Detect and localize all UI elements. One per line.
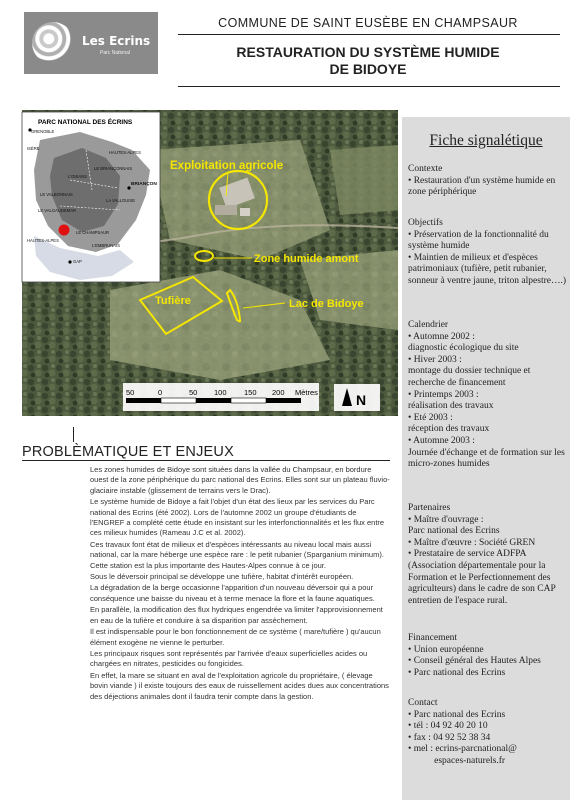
section-item: espaces-naturels.fr	[408, 755, 506, 766]
scale-tick-200: 200	[272, 388, 285, 397]
section-item: • Automne 2003 :	[408, 435, 475, 446]
section-item: montage du dossier technique et recherche de financement	[408, 366, 531, 388]
partenaires-section	[408, 503, 566, 607]
section-item: • Parc national des Ecrins	[408, 667, 506, 678]
site-location-marker	[59, 225, 70, 236]
section-marker	[73, 427, 74, 442]
section-item: • Maître d'œuvre : Société GREN	[408, 537, 536, 548]
scale-tick-150: 150	[244, 388, 257, 397]
section-item: • Conseil général des Hautes Alpes	[408, 656, 541, 667]
calendrier-section	[408, 320, 566, 471]
paragraph: La dégradation de la berge occasionne l'apparition d'un nouveau déversoir qui a pour conséquence une baisse du niveau et à terme menace la flore et la faune aquatiques.	[90, 583, 375, 603]
section-heading: Calendrier	[408, 320, 449, 330]
section-heading: Partenaires	[408, 503, 451, 513]
fiche-signaletique-sidebar	[402, 117, 570, 800]
fiche-title: Fiche signalétique	[429, 132, 543, 149]
logo-name: Les Ecrins	[82, 34, 151, 48]
problematique-body	[90, 465, 390, 703]
section-item: réalisation des travaux	[408, 401, 494, 412]
paragraph: Ces travaux font état de milieux et d'espèces intéressants au niveau local mais aussi national, car la mare héberge une espèce rare : le petit rubanier (Sparganium minimum). Cette station est la plus importante des Hautes-Alpes connue à ce jour.	[90, 539, 384, 570]
section-item: • Prestataire de service ADFPA (Association départementale pour la Formation et le Perfectionnement des agriculteurs) dans le cadre de son CAP entretien de l'espace rural.	[408, 549, 556, 606]
map-label-valgaudemar: LE VALGAUDEMAR	[38, 208, 77, 213]
section-heading: Financement	[408, 633, 458, 643]
inset-map-title: PARC NATIONAL DES ÉCRINS	[38, 119, 133, 126]
financement-section	[408, 633, 566, 679]
paragraph: Sous le déversoir principal se développe une tufière, habitat d'intérêt européen.	[90, 572, 354, 582]
map-label-gap: GAP	[73, 259, 82, 264]
section-item: • Union européenne	[408, 644, 484, 655]
label-tufiere: Tufière	[155, 295, 191, 307]
scale-tick-50a: 50	[126, 388, 135, 397]
section-item: • Restauration d'un système humide en zone périphérique	[408, 175, 556, 198]
map-label-briancon: BRIANÇON	[131, 182, 157, 187]
north-label: N	[356, 392, 367, 408]
section-item: • Eté 2003 :	[408, 412, 453, 423]
problematique-rule	[22, 460, 390, 461]
map-label-valbonnais: LE VALBONNAIS	[40, 192, 73, 197]
contexte-section	[408, 164, 566, 199]
map-label-hautes-alpes: HAUTES-ALPES	[109, 150, 141, 155]
label-exploitation-agricole: Exploitation agricole	[170, 160, 284, 172]
section-item: • tél : 04 92 40 20 10	[408, 721, 488, 732]
paragraph: Les principaux risques sont représentés par l'arrivée d'eaux superficielles acides ou chargées en nitrates, pesticides ou fongicides.	[90, 648, 368, 669]
section-item: • fax : 04 92 52 38 34	[408, 732, 491, 743]
paragraph: Il est indispensable pour le bon fonctionnement de ce système ( mare/tufière ) qu'aucun élément exogène ne vienne le perturber.	[90, 627, 381, 647]
section-heading: Objectifs	[408, 218, 443, 228]
problematique-heading: PROBLÈMATIQUE ET ENJEUX	[22, 444, 234, 460]
section-item: Journée d'échange et de formation sur les micro-zones humides	[408, 447, 565, 470]
logo-subtitle: Parc National	[100, 50, 131, 56]
map-label-vallouise: LA VALLOUISE	[106, 198, 136, 203]
paragraph: En parallèle, la modification des flux hydriques engendrée va limiter l'approvisionnement en eau de la tufière et conduire à sa disparition par assèchement.	[90, 605, 383, 625]
contact-section	[408, 698, 566, 768]
paragraph: Le système humide de Bidoye a fait l'objet d'un état des lieux par les services du Parc national des Ecrins (été 2002). Lors de l'automne 2002 un groupe d'étudiants de l'ENGREF a complété cette étude en insistant sur les interfonctionnalités et les flux entre ces milieux humides (Rameau J.C et al. 2002).	[90, 497, 385, 538]
section-item: • Hiver 2003 :	[408, 354, 462, 365]
objectifs-section	[408, 218, 566, 288]
paragraph: Les zones humides de Bidoye sont situées dans la vallée du Champsaur, en bordure ouest de la zone périphérique du parc national des Ecrins. Elles sont sur un plateau fluvio-glaciaire instable (glissement de terrains vers le Drac).	[90, 465, 390, 495]
section-item: diagnostic écologique du site	[408, 343, 519, 354]
map-label-brianconnais: LE BRIANÇONNAIS	[94, 166, 133, 171]
scale-tick-0: 0	[158, 388, 163, 397]
title-line-1: RESTAURATION DU SYSTÈME HUMIDE	[236, 44, 500, 60]
section-heading: Contexte	[408, 164, 443, 174]
scale-tick-100: 100	[214, 388, 227, 397]
scale-unit: Mètres	[295, 388, 318, 397]
map-label-oisans: L'OISANS	[68, 174, 87, 179]
map-label-embrunais: L'EMBRUNAIS	[92, 243, 121, 248]
section-item: • Maintien de milieux et d'espèces patrimoniaux (tufière, petit rubanier, sonneur à ventre jaune, triton alpestre….)	[408, 252, 567, 286]
map-label-champsaur: LE CHAMPSAUR	[76, 230, 110, 235]
map-label-hautes-alpes-2: HAUTES-ALPES	[27, 238, 59, 243]
section-item: Parc national des Ecrins	[408, 526, 500, 537]
section-item: • Parc national des Ecrins	[408, 709, 506, 720]
section-item: • Printemps 2003 :	[408, 389, 479, 400]
label-zone-humide-amont: Zone humide amont	[254, 253, 359, 265]
commune-name: COMMUNE DE SAINT EUSÈBE EN CHAMPSAUR	[218, 16, 518, 30]
label-lac-de-bidoye: Lac de Bidoye	[289, 298, 364, 310]
section-item: • Automne 2002 :	[408, 331, 475, 342]
section-item: • Préservation de la fonctionnalité du système humide	[408, 229, 549, 252]
map-label-grenoble: GRENOBLE	[31, 129, 55, 134]
section-item: réception des travaux	[408, 424, 490, 435]
map-label-isere: ISÈRE	[27, 146, 40, 151]
scale-tick-50: 50	[189, 388, 198, 397]
paragraph: En effet, la mare se situant en aval de l'exploitation agricole du propriétaire, ( élevage bovin viande ) il existe toujours des eaux de ruissellement acides dues aux concentrations des déjections animales dont il faudra tenir compte dans la gestion.	[90, 670, 389, 701]
section-heading: Contact	[408, 698, 438, 708]
section-item: • Maître d'ouvrage :	[408, 514, 484, 525]
section-item: • mel : ecrins-parcnational@	[408, 744, 517, 755]
title-line-2: DE BIDOYE	[329, 61, 407, 77]
